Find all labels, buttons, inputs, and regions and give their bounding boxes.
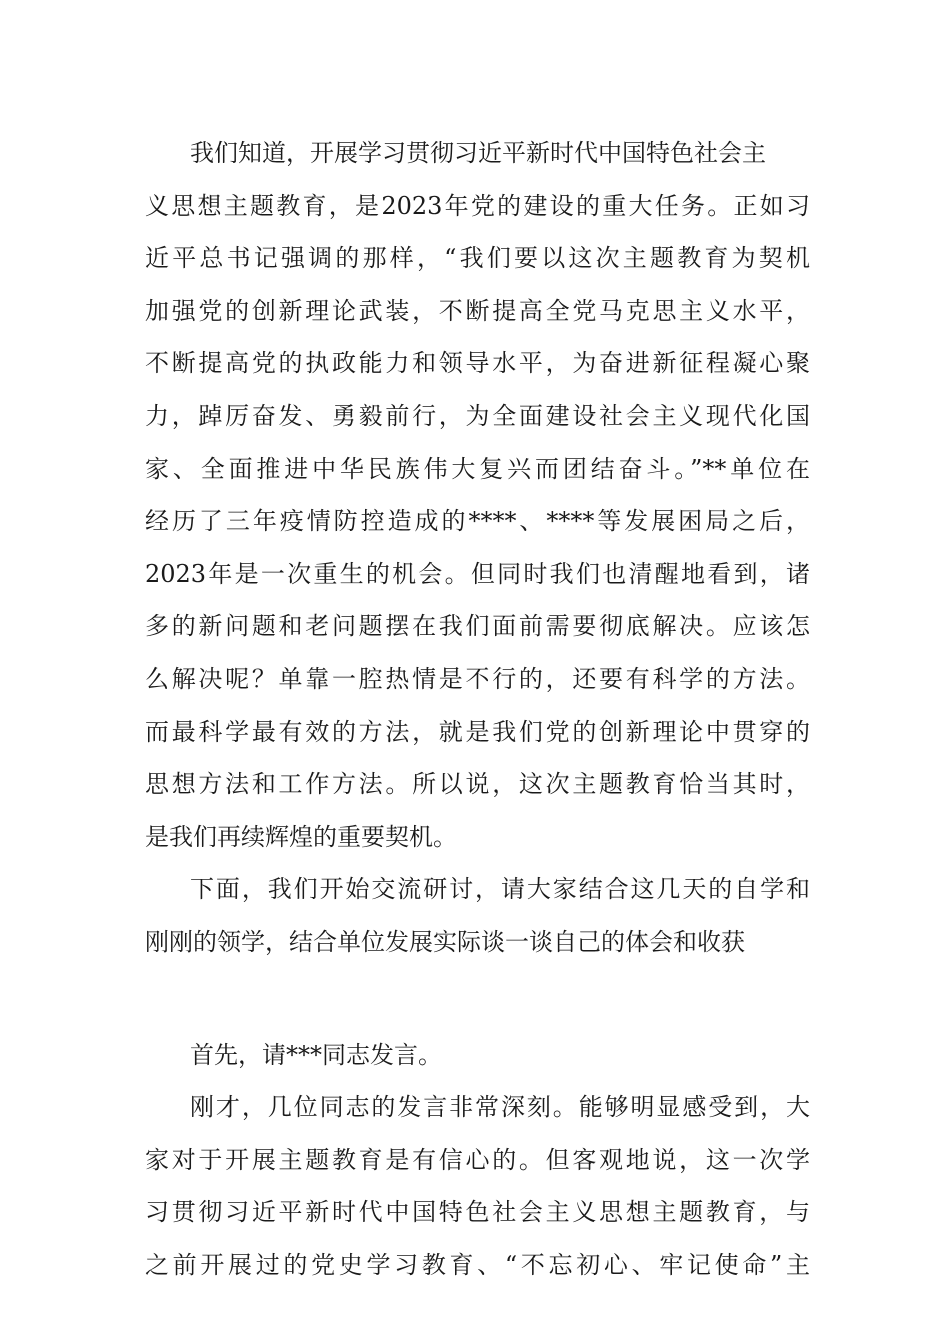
paragraph-1-line-14: 是我们再续辉煌的重要契机。 xyxy=(145,822,457,851)
paragraph-1-line-3: 近平总书记强调的那样，“我们要以这次主题教育为契机 xyxy=(145,244,810,273)
paragraph-4-line-3: 习贯彻习近平新时代中国特色社会主义思想主题教育，与 xyxy=(145,1198,810,1227)
paragraph-1-line-4: 加强党的创新理论武装，不断提高全党马克思主义水平， xyxy=(145,296,810,325)
paragraph-1-line-2: 义思想主题教育，是2023年党的建设的重大任务。正如习 xyxy=(145,191,810,220)
paragraph-4-line-1: 刚才，几位同志的发言非常深刻。能够明显感受到，大 xyxy=(190,1093,810,1122)
paragraph-1-line-9: 2023年是一次重生的机会。但同时我们也清醒地看到，诸 xyxy=(145,559,810,588)
paragraph-4-line-4: 之前开展过的党史学习教育、“不忘初心、牢记使命”主 xyxy=(145,1250,810,1279)
paragraph-1-line-12: 而最科学最有效的方法，就是我们党的创新理论中贯穿的 xyxy=(145,717,810,746)
paragraph-1-line-11: 么解决呢？单靠一腔热情是不行的，还要有科学的方法。 xyxy=(145,664,810,693)
paragraph-1-line-6: 力，踔厉奋发、勇毅前行，为全面建设社会主义现代化国 xyxy=(145,401,810,430)
paragraph-2-line-1: 下面，我们开始交流研讨，请大家结合这几天的自学和 xyxy=(190,875,810,904)
paragraph-2-line-2: 刚刚的领学，结合单位发展实际谈一谈自己的体会和收获 xyxy=(145,927,745,956)
paragraph-1-line-8: 经历了三年疫情防控造成的****、****等发展困局之后， xyxy=(145,507,810,536)
paragraph-1-line-1: 我们知道，开展学习贯彻习近平新时代中国特色社会主 xyxy=(190,139,766,167)
paragraph-4-line-2: 家对于开展主题教育是有信心的。但客观地说，这一次学 xyxy=(145,1145,810,1174)
paragraph-1-line-7: 家、全面推进中华民族伟大复兴而团结奋斗。”**单位在 xyxy=(145,454,810,483)
document-body xyxy=(145,127,810,1291)
paragraph-1-line-10: 多的新问题和老问题摆在我们面前需要彻底解决。应该怎 xyxy=(145,612,810,641)
paragraph-1-line-5: 不断提高党的执政能力和领导水平，为奋进新征程凝心聚 xyxy=(145,349,810,378)
paragraph-1-line-13: 思想方法和工作方法。所以说，这次主题教育恰当其时， xyxy=(145,770,810,799)
blank-line xyxy=(145,969,810,1029)
paragraph-3-line-1: 首先，请***同志发言。 xyxy=(190,1040,442,1069)
